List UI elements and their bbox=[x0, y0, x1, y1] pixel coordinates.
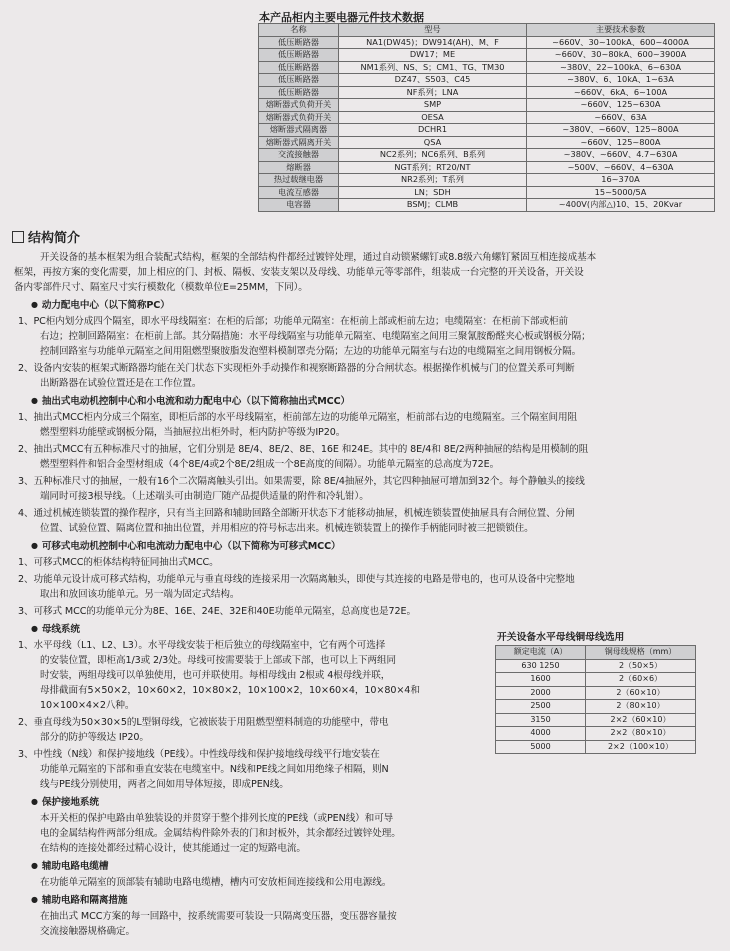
busbar-cell-spec: 2（50×5） bbox=[586, 659, 696, 673]
cell-model: QSA bbox=[339, 136, 527, 149]
busbar-table-title: 开关设备水平母线铜母线选用 bbox=[497, 632, 625, 643]
cell-params: ~400V(内部△)10、15、20Kvar bbox=[527, 199, 715, 212]
cell-name: 熔断器式隔离器 bbox=[259, 124, 339, 137]
busbar-row bbox=[496, 713, 696, 727]
text-line: 1、可移式MCC的柜体结构特征同抽出式MCC。 bbox=[18, 557, 219, 568]
cell-params: 16~370A bbox=[527, 174, 715, 187]
text-line: 在功能单元隔室的顶部装有辅助电路电缆槽，槽内可安放柜间连接线和公用电源线。 bbox=[40, 877, 392, 888]
table-row bbox=[259, 124, 715, 137]
section-title bbox=[12, 227, 80, 246]
cell-name: 电流互感器 bbox=[259, 186, 339, 199]
table-row bbox=[259, 136, 715, 149]
text-line: 端同时可接3根导线。（上述端头可由制造厂随产品提供适量的附件和冷轧钳）。 bbox=[40, 491, 369, 502]
table-row bbox=[259, 61, 715, 74]
subsection-heading: ● 可移式电动机控制中心和电流动力配电中心（以下简称为可移式MCC） bbox=[31, 538, 341, 554]
cell-model: NGT系列；RT20/NT bbox=[339, 161, 527, 174]
cell-name: 熔断器式负荷开关 bbox=[259, 99, 339, 112]
busbar-cell-spec: 2×2（60×10） bbox=[586, 713, 696, 727]
text-line: 功能单元隔室的下部和垂直安装在电缆室中。N线和PE线之间如用绝缘子相隔，则N bbox=[40, 764, 389, 775]
cell-model: SMP bbox=[339, 99, 527, 112]
cell-name: 电容器 bbox=[259, 199, 339, 212]
cell-model: OESA bbox=[339, 111, 527, 124]
busbar-row bbox=[496, 686, 696, 700]
text-line: 2、设备内安装的框架式断路器均能在关门状态下实现柜外手动操作和视察断路器的分合闸状态。根据操作机械与门的位置关系可判断 bbox=[18, 363, 575, 374]
subsection-heading: ● 辅助电路和隔离措施 bbox=[31, 892, 127, 908]
cell-model: DCHR1 bbox=[339, 124, 527, 137]
cell-params: 15~5000/5A bbox=[527, 186, 715, 199]
cell-params: ~500V、~660V、4~630A bbox=[527, 161, 715, 174]
text-line: 框架，再按方案的变化需要，加上相应的门、封板、隔板、安装支架以及母线、功能单元等零部件，组装成一台完整的开关设备，开关设 bbox=[14, 267, 584, 278]
busbar-header-spec: 铜母线规格（mm） bbox=[586, 646, 696, 660]
header-model: 型号 bbox=[339, 24, 527, 37]
busbar-row bbox=[496, 740, 696, 754]
cell-params: ~660V、125~630A bbox=[527, 99, 715, 112]
cell-model: BSMJ；CLMB bbox=[339, 199, 527, 212]
busbar-cell-current: 2500 bbox=[496, 700, 586, 714]
text-line: 备内零部件尺寸、隔室尺寸实行模数化（模数单位E=25MM，下同）。 bbox=[14, 282, 308, 293]
busbar-cell-current: 5000 bbox=[496, 740, 586, 754]
text-line: 3、中性线（N线）和保护接地线（PE线）。中性线母线和保护接地线母线平行地安装在 bbox=[18, 749, 380, 760]
cell-params: ~660V、125~800A bbox=[527, 136, 715, 149]
text-line: 右边；控制回路隔室：在柜前上部。其分隔措施：水平母线隔室与功能单元隔室、电缆隔室之间用三聚氰胺酚醛夹心板或钢板分隔； bbox=[40, 331, 591, 342]
busbar-row bbox=[496, 727, 696, 741]
text-line: 的安装位置，即柜高1/3或 2/3处。母线可按需要装于上部或下部，也可以上下两组同 bbox=[40, 655, 397, 666]
busbar-cell-current: 1600 bbox=[496, 673, 586, 687]
text-line: 2、抽出式MCC有五种标准尺寸的抽屉，它们分别是 8E/4、8E/2、8E、16E 和24E。其中的 8E/4和 8E/2两种抽屉的结构是用模制的阻 bbox=[18, 444, 589, 455]
cell-model: DZ47、S503、C45 bbox=[339, 74, 527, 87]
header-params: 主要技术参数 bbox=[527, 24, 715, 37]
table-row bbox=[259, 199, 715, 212]
table-row bbox=[259, 149, 715, 162]
busbar-cell-spec: 2×2（100×10） bbox=[586, 740, 696, 754]
table-row bbox=[259, 49, 715, 62]
cell-name: 交流接触器 bbox=[259, 149, 339, 162]
busbar-cell-spec: 2（60×6） bbox=[586, 673, 696, 687]
text-line: 1、PC柜内划分成四个隔室，即水平母线隔室：在柜的后部；功能单元隔室：在柜前上部或柜前左边；电缆隔室：在柜前下部或柜前 bbox=[18, 316, 568, 327]
subsection-heading: ● 抽出式电动机控制中心和小电流和动力配电中心（以下简称抽出式MCC） bbox=[31, 393, 350, 409]
table-title: 本产品柜内主要电器元件技术数据 bbox=[259, 11, 424, 24]
cell-name: 熔断器式隔离开关 bbox=[259, 136, 339, 149]
text-line: 开关设备的基本框架为组合装配式结构，框架的全部结构件都经过镀锌处理，通过自动锁紧螺钉或8.8级六角螺钉紧固互相连接成基本 bbox=[40, 252, 597, 263]
busbar-header-row bbox=[496, 646, 696, 660]
text-line: 时安装，两组母线可以单独使用，也可并联使用。每相母线由 2根或 4根母线并联， bbox=[40, 670, 391, 681]
text-line: 1、水平母线（L1、L2、L3）。水平母线安装于柜后独立的母线隔室中，它有两个可选择 bbox=[18, 640, 386, 651]
text-line: 取出和放回该功能单元。另一端为固定式结构。 bbox=[40, 589, 240, 600]
cell-params: ~380V、~660V、4.7~630A bbox=[527, 149, 715, 162]
cell-params: ~660V、30~100kA、600~4000A bbox=[527, 36, 715, 49]
cell-params: ~660V、6kA、6~100A bbox=[527, 86, 715, 99]
cell-name: 低压断路器 bbox=[259, 49, 339, 62]
busbar-table bbox=[495, 645, 696, 754]
text-line: 交流接触器规格确定。 bbox=[40, 926, 135, 937]
cell-model: NA1(DW45)；DW914(AH)、M、F bbox=[339, 36, 527, 49]
busbar-row bbox=[496, 673, 696, 687]
table-row bbox=[259, 161, 715, 174]
table-row bbox=[259, 174, 715, 187]
cell-name: 熔断器 bbox=[259, 161, 339, 174]
busbar-cell-current: 3150 bbox=[496, 713, 586, 727]
cell-model: DW17；ME bbox=[339, 49, 527, 62]
text-line: 燃型塑料件和铝合金型材组成（4个8E/4或2个8E/2组成一个8E高度的间隔）。功能单元隔室的总高度为72E。 bbox=[40, 459, 500, 470]
text-line: 线与PE线分别使用，两者之间如用导体短接，即成PEN线。 bbox=[40, 779, 289, 790]
busbar-cell-spec: 2（80×10） bbox=[586, 700, 696, 714]
text-line: 控制回路室与功能单元隔室之间用阻燃型聚胺脂发泡塑料模制罩壳分隔；左边的功能单元隔室与右边的电缆隔室之间用钢板分隔。 bbox=[40, 346, 582, 357]
text-line: 3、可移式 MCC的功能单元分为8E、16E、24E、32E和40E功能单元隔室，总高度也是72E。 bbox=[18, 606, 416, 617]
text-line: 在抽出式 MCC方案的每一回路中，按系统需要可装设一只隔离变压器，变压器容量按 bbox=[40, 911, 397, 922]
cell-name: 热过载继电器 bbox=[259, 174, 339, 187]
busbar-cell-spec: 2×2（80×10） bbox=[586, 727, 696, 741]
text-line: 母排截面有5×50×2，10×60×2，10×80×2，10×100×2，10×60×4，10×80×4和 bbox=[40, 685, 420, 696]
components-table bbox=[258, 23, 715, 212]
cell-model: NC2系列；NC6系列、B系列 bbox=[339, 149, 527, 162]
busbar-cell-current: 2000 bbox=[496, 686, 586, 700]
text-line: 燃型塑料功能壁或钢板分隔，当抽屉拉出柜外时，柜内防护等级为IP20。 bbox=[40, 427, 346, 438]
text-line: 电的金属结构件两部分组成。金属结构件除外表的门和封板外，其余都经过镀锌处理。 bbox=[40, 828, 401, 839]
busbar-cell-current: 4000 bbox=[496, 727, 586, 741]
table-row bbox=[259, 186, 715, 199]
subsection-heading: ● 母线系统 bbox=[31, 621, 80, 637]
header-name: 名称 bbox=[259, 24, 339, 37]
cell-name: 低压断路器 bbox=[259, 36, 339, 49]
text-line: 2、垂直母线为50×30×5的L型铜母线，它被嵌装于用阻燃型塑料制造的功能壁中，带电 bbox=[18, 717, 389, 728]
table-row bbox=[259, 74, 715, 87]
cell-name: 低压断路器 bbox=[259, 86, 339, 99]
cell-model: NF系列；LNA bbox=[339, 86, 527, 99]
section-title-text: 结构简介 bbox=[28, 231, 81, 246]
text-line: 本开关柜的保护电路由单独装设的并贯穿于整个排列长度的PE线（或PEN线）和可导 bbox=[40, 813, 394, 824]
text-line: 部分的防护等级达 IP20。 bbox=[40, 732, 149, 743]
busbar-cell-current: 630 1250 bbox=[496, 659, 586, 673]
text-line: 2、功能单元设计成可移式结构，功能单元与垂直母线的连接采用一次隔离触头，即使与其连接的电路是带电的，也可从设备中完整地 bbox=[18, 574, 575, 585]
subsection-heading: ● 保护接地系统 bbox=[31, 794, 99, 810]
table-row bbox=[259, 86, 715, 99]
cell-params: ~660V、63A bbox=[527, 111, 715, 124]
cell-model: NR2系列；T系列 bbox=[339, 174, 527, 187]
cell-model: NM1系列、NS、S；CM1、TG、TM30 bbox=[339, 61, 527, 74]
table-row bbox=[259, 111, 715, 124]
text-line: 出断路器在试验位置还是在工作位置。 bbox=[40, 378, 202, 389]
subsection-heading: ● 动力配电中心（以下简称PC） bbox=[31, 297, 170, 313]
cell-params: ~380V、~660V、125~800A bbox=[527, 124, 715, 137]
text-line: 10×100×4×2八种。 bbox=[40, 700, 135, 711]
table-header-row bbox=[259, 24, 715, 37]
table-row bbox=[259, 99, 715, 112]
cell-params: ~660V、30~80kA、600~3900A bbox=[527, 49, 715, 62]
busbar-row bbox=[496, 700, 696, 714]
busbar-cell-spec: 2（60×10） bbox=[586, 686, 696, 700]
text-line: 3、五种标准尺寸的抽屉，一般有16个二次隔离触头引出。如果需要，除 8E/4抽屉外，其它四种抽屉可增加到32个。每个静触头的接线 bbox=[18, 476, 585, 487]
cell-model: LN；SDH bbox=[339, 186, 527, 199]
cell-name: 熔断器式负荷开关 bbox=[259, 111, 339, 124]
table-row bbox=[259, 36, 715, 49]
cell-name: 低压断路器 bbox=[259, 74, 339, 87]
text-line: 1、抽出式MCC柜内分成三个隔室，即柜后部的水平母线隔室，柜前部左边的功能单元隔室，柜前部右边的电缆隔室。三个隔室间用阻 bbox=[18, 412, 578, 423]
text-line: 4、通过机械连锁装置的操作程序，只有当主回路和辅助回路全部断开状态下才能移动抽屉，机械连锁装置使抽屉具有合闸位置、分闸 bbox=[18, 508, 575, 519]
text-line: 在结构的连接处都经过精心设计，使其能通过一定的短路电流。 bbox=[40, 843, 306, 854]
cell-name: 低压断路器 bbox=[259, 61, 339, 74]
busbar-header-current: 额定电流（A） bbox=[496, 646, 586, 660]
cell-params: ~380V、22~100kA、6~630A bbox=[527, 61, 715, 74]
subsection-heading: ● 辅助电路电缆槽 bbox=[31, 858, 108, 874]
text-line: 位置、试验位置、隔离位置和抽出位置，并用相应的符号标志出来。机械连锁装置上的操作手柄能同时被三把锁锁住。 bbox=[40, 523, 534, 534]
cell-params: ~380V、6、10kA、1~63A bbox=[527, 74, 715, 87]
busbar-row bbox=[496, 659, 696, 673]
checkbox-square-icon bbox=[12, 231, 24, 243]
